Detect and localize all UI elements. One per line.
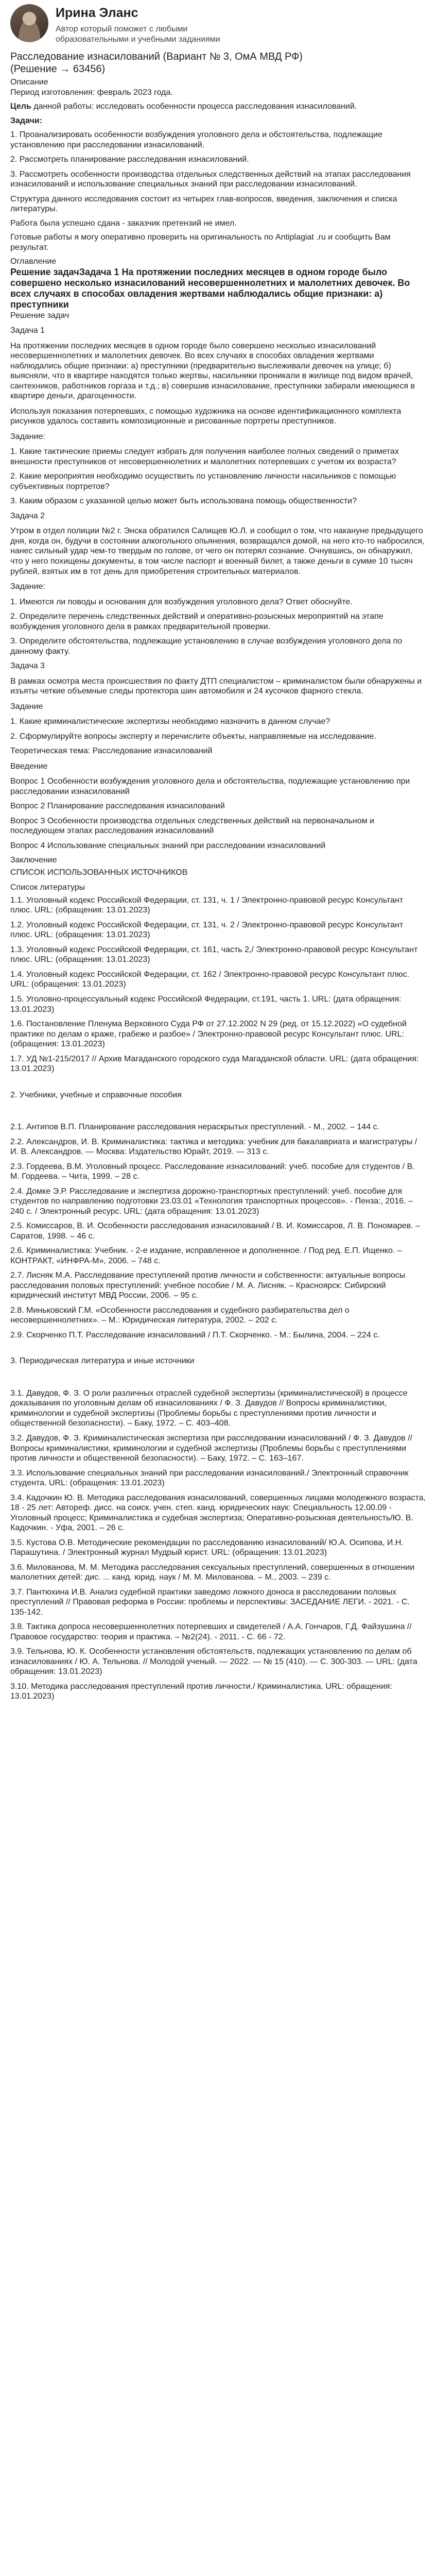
contents-item: Вопрос 2 Планирование расследования изнасилований [10,802,225,811]
bibliography-heading: СПИСОК ИСПОЛЬЗОВАННЫХ ИСТОЧНИКОВ [10,868,188,877]
question-item: 3. Определите обстоятельства, подлежащие установлению в случае возбуждения уголовного дела по данному факту. [10,637,403,656]
reference-item: 1.2. Уголовный кодекс Российской Федерации, ст. 131, ч. 2 / Электронно-правовой ресурс Консультант плюс. URL: (обращения: 13.01.2023) [10,920,404,940]
task1-label: Задача 1 [10,326,45,335]
question-item: 2. Определите перечень следственных действий и оперативно-розыскных мероприятий на этапе возбуждения уголовного дела в рамках предварительной проверки. [10,612,383,631]
question-item: 1. Имеются ли поводы и основания для возбуждения уголовного дела? Ответ обоснуйте. [10,597,353,606]
production-period: Период изготовления: февраль 2023 года. [10,88,173,97]
goal-text: данной работы: исследовать особенности процесса расследования изнасилований. [31,102,357,111]
reference-item: 3.2. Давудов, Ф. З. Криминалистическая экспертиза при расследовании изнасилований / Ф. З. Давудов // Вопросы криминалистики, криминологии и судебной экспертизы (Проблемы борьбы с преступлениями против личности и общественной безопасности). – Баку, 1972. – С. 163–167. [10,1433,412,1463]
solution-label: Решение задач [10,311,69,320]
reference-item: 2.2. Александров, И. В. Криминалистика: тактика и методика: учебник для бакалавриата и магистратуры / И. В. Александров. — Москва: Издательство Юрайт, 2019. — 313 с. [10,1137,417,1157]
reference-item: 3.9. Тельнова, Ю. К. Особенности установления обстоятельств, подлежащих установлению по делам об изнасилованиях / Ю. А. Тельнова. // Молодой ученый. — 2022. — № 15 (410). — С. 300-303. — URL: (дата обращения: 13.01.2023) [10,1647,417,1676]
task3-label: Задача 3 [10,662,45,671]
document-title [10,50,426,75]
toc-label: Оглавление [10,257,57,266]
task1-assignment-label: Задание: [10,432,45,441]
reference-item: 1.7. УД №1-215/2017 // Архив Магаданского городского суда Магаданской области. URL: (дата обращения: 13.01.2023) [10,1054,419,1074]
contents-item: Вопрос 1 Особенности возбуждения уголовного дела и обстоятельства, подлежащие установлению при расследовании изнасилований [10,777,410,796]
accepted-text: Работа была успешно сдана - заказчик претензий не имел. [10,218,237,228]
reference-item: 3.8. Тактика допроса несовершеннолетних потерпевших и свидетелей / А.А. Гончаров, Г.Д. Файзушина // Правовое государство: теория и практика. – №2(24). - 2011. - С. 66 - 72. [10,1622,412,1641]
description-label: Описание [10,78,48,87]
reference-item: 1.5. Уголовно-процессуальный кодекс Российской Федерации, ст.191, часть 1. URL: (дата обращения: 13.01.2023) [10,995,402,1014]
author-header [10,4,426,49]
document-code: (Решение → 63456) [10,63,106,75]
task3-questions [10,717,426,741]
reference-item: 3.6. Милованова, М. М. Методика расследования сексуальных преступлений, совершенных в отношении малолетних детей: дис. ... канд. юрид. наук / М. М. Милованова. – М., 2003. – 239 с. [10,1563,415,1582]
author-avatar[interactable] [10,4,48,42]
question-item: 1. Какие тактические приемы следует избрать для получения наиболее полных сведений о приметах внешности преступников от несовершеннолетних и малолетних потерпевших с учетом их возраста? [10,447,399,466]
tasks-label: Задачи: [10,116,43,125]
reference-item: 2.9. Скорченко П.Т. Расследование изнасилований / П.Т. Скорченко. - М.: Былина, 2004. – 224 с. [10,1330,380,1340]
contents-list [10,776,426,851]
question-item: 2. Сформулируйте вопросы эксперту и перечислите объекты, направляемые на исследование. [10,732,376,741]
contents-item: Вопрос 3 Особенности производства отдельных следственных действий на первоначальном и последующем этапах расследования изнасилований [10,816,374,836]
task2-label: Задача 2 [10,511,45,520]
reference-item: 2.8. Миньковский Г.М. «Особенности расследования и судебного разбирательства дел о несовершеннолетних». – М.: Юридическая литература, 2002. – 202 с. [10,1306,350,1325]
task-item: 2. Рассмотреть планирование расследования изнасилований. [10,155,249,164]
task-item: 1. Проанализировать особенности возбуждения уголовного дела и обстоятельства, подлежащие установлению при расследовании изнасилований. [10,130,382,149]
theory-topic: Теоретическая тема: Расследование изнасилований [10,747,213,756]
task-item: 3. Рассмотреть особенности производства отдельных следственных действий на этапах расследования изнасилований и использование специальных знаний при расследовании изнасилований. [10,170,411,189]
reference-item: 1.4. Уголовный кодекс Российской Федерации, ст. 162 / Электронно-правовой ресурс Консультант плюс. URL: (обращения: 13.01.2023) [10,970,410,989]
reference-item: 1.3. Уголовный кодекс Российской Федерации, ст. 161, часть 2,/ Электронно-правовой ресурс Консультант плюс. URL: (обращения: 13.01.2023) [10,945,418,964]
reference-item: 3.1. Давудов, Ф. З. О роли различных отраслей судебной экспертизы (криминалистической) в процессе доказывания по уголовным делам об изнасилованиях / Ф. З. Давудов // Вопросы криминалистики, криминологии и судебной экспертизы (Проблемы борьбы с преступлениями против личности и общественной безопасности). – Баку, 1972. – С. 403–408. [10,1388,408,1428]
goal-paragraph [10,101,426,112]
task1-text: На протяжении последних месяцев в одном городе было совершено несколько изнасилований несовершеннолетних и малолетних девочек. Во всех случаях в способах овладения жертвами наблюдались общие признаки: а) преступники (предварительно выслеживали девочек на улице; б) выясняли, что в квартире находятся только жертвы, насильники проникали в жилище под видом врачей, сантехников, работников горгаза и т.д.; в) совершив изнасилование, преступники забирали имеющиеся в квартире деньги, драгоценности. [10,341,415,401]
document-title-text: Расследование изнасилований (Вариант № 3, ОмА МВД РФ) [10,51,303,62]
reference-item: 2.5. Комиссаров, В. И. Особенности расследования изнасилований / В. И. Комиссаров, Л. В. Пономарев. – Саратов, 1998. – 46 с. [10,1222,420,1241]
reference-item: 2.4. Домке Э.Р. Расследование и экспертиза дорожно-транспортных преступлений: учеб. пособие для студентов по направлению подготовки 23.03.01 «Технология транспортных процессов». - Пенза:, 2016. – 240 с. / Электронный ресурс. URL: (дата обращения: 13.01.2023) [10,1187,413,1216]
author-description: Автор который поможет с любыми образовательными и учебными заданиями [56,24,220,44]
reference-item: 3.3. Использование специальных знаний при расследовании изнасилований./ Электронный справочник студента. URL: (обращения: 13.01.2023) [10,1468,409,1488]
question-item: 1. Какие криминалистические экспертизы необходимо назначить в данном случае? [10,717,330,726]
task2-assignment-label: Задание: [10,582,45,591]
laws-label: Список литературы [10,883,85,892]
reference-item: 2.1. Антипов В.П. Планирование расследования нераскрытых преступлений. - М., 2002. – 144 с. [10,1123,380,1132]
toc-heading: Решение задачЗадача 1 На протяжении последних месяцев в одном городе было совершено несколько изнасилований несовершеннолетних и малолетних девочек. Во всех случаях в способах овладения жертвами наблюдались общие признаки: а) преступники [10,266,410,310]
references-section [10,883,426,1701]
reference-item: 3.10. Методика расследования преступлений против личности./ Криминалистика. URL: обращения: 13.01.2023) [10,1682,392,1701]
reference-item: 3.5. Кустова О.В. Методические рекомендации по расследованию изнасилований/ Ю.А. Осипова, И.Н. Парашутина. / Электронный журнал Мудрый юрист. URL: (обращения: 13.01.2023) [10,1538,404,1557]
question-item: 2. Какие мероприятия необходимо осуществить по установлению личности насильников с помощью субъективных портретов? [10,472,396,491]
reference-item: 2.3. Гордеева, В.М. Уголовный процесс. Расследование изнасилований: учеб. пособие для студентов / В. М. Гордеева. – Чита, 1999. – 28 с. [10,1162,415,1181]
reference-item: 1.1. Уголовный кодекс Российской Федерации, ст. 131, ч. 1 / Электронно-правовой ресурс Консультант плюс. URL: (обращения: 13.01.2023) [10,895,404,915]
antiplagiat-text: Готовые работы я могу оперативно проверить на оригинальность по Antiplagiat .ru и сообщить Вам результат. [10,233,391,252]
periodicals-label: 3. Периодическая литература и иные источники [10,1357,195,1366]
tasks-list [10,130,426,190]
task2-text: Утром в отдел полиции №2 г. Энска обратился Салищев Ю.Л. и сообщил о том, что накануне предыдущего дня, когда он, будучи в состоянии алкогольного опьянения, возвращался домой, на него кто-то набросился, нанес сильный удар чем-то твердым по голове, от чего он потерял сознание. Очнувшись, он обнаружил, что у него похищены документы, в том числе паспорт и военный билет, а также деньги в сумме 10 тысяч рублей, взятых им в тот день для приобретения строительных материалов. [10,527,425,576]
contents-item: Вопрос 4 Использование специальных знаний при расследовании изнасилований [10,841,326,850]
reference-item: 3.7. Пантюхина И.В. Анализ судебной практики заведомо ложного доноса в расследовании половых преступлений // Правовая реформа в России: проблемы и перспективы: ЗАСЕДАНИЕ ЛЕГИ. - 2021. - С. 135-142. [10,1587,410,1617]
structure-text: Структура данного исследования состоит из четырех глав-вопросов, введения, заключения и списка литературы. [10,194,397,214]
question-item: 3. Каким образом с указанной целью может быть использована помощь общественности? [10,497,357,506]
reference-item: 2.7. Лисняк М.А. Расследование преступлений против личности и собственности: актуальные вопросы расследования половых преступлений: учебное пособие / М. А. Лисняк. – Красноярск: Сибирский юридический институт МВД России, 2006. – 95 с. [10,1271,406,1300]
author-info [56,4,231,45]
task3-assignment-label: Задание [10,702,43,711]
goal-label: Цель [10,102,31,111]
textbooks-label: 2. Учебники, учебные и справочные пособия [10,1090,182,1099]
task1-questions [10,447,426,506]
contents-intro: Введение [10,761,48,771]
contents-conclusion: Заключение [10,856,57,865]
reference-item: 1.6. Постановление Пленума Верховного Суда РФ от 27.12.2002 N 29 (ред. от 15.12.2022) «О судебной практике по делам о краже, грабеже и разбое» / Электронно-правовой ресурс Консультант плюс. URL: (обращения: 13.01.2023) [10,1020,407,1049]
author-name[interactable]: Ирина Эланс [56,6,138,20]
reference-item: 2.6. Криминалистика: Учебник. - 2-е издание, исправленное и дополненное. / Под ред. Е.П. Ищенко. – КОНТРАКТ, «ИНФРА-М», 2006. – 748 с. [10,1246,402,1265]
task2-questions [10,597,426,657]
reference-item: 3.4. Кадочкин Ю. В. Методика расследования изнасилований, совершенных лицами молодежного возраста, 18 - 25 лет: Автореф. дисс. на соиск. учен. степ. канд. юридических наук: Специальность 12.00.09 - Уголовный процесс; Криминалистика и судебная экспертиза; Оперативно-розыскная деятельность/Ю. В. Кадочкин. - Уфа, 2001. – 26 с. [10,1493,426,1533]
task1-text-2: Используя показания потерпевших, с помощью художника на основе идентификационного комплекта рисунков удалось составить композиционные и рисованные портреты преступников. [10,406,402,426]
task3-text: В рамках осмотра места происшествия по факту ДТП специалистом – криминалистом были обнаружены и изъяты четкие объемные следы протектора шин автомобиля и 24 кусочков фарного стекла. [10,676,422,696]
